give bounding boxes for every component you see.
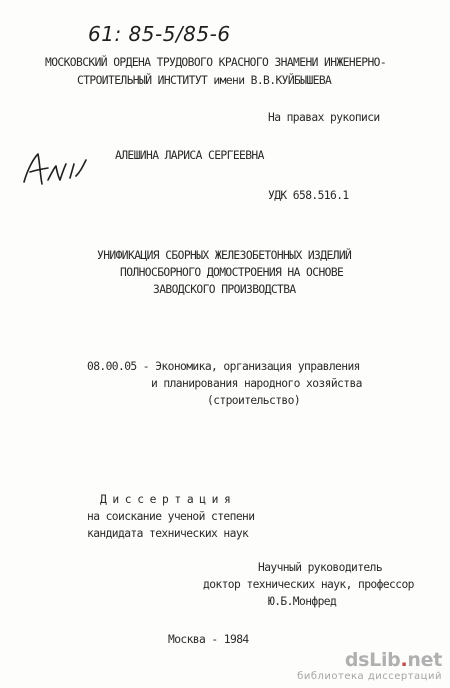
- author-name: АЛЕШИНА ЛАРИСА СЕРГЕЕВНА: [115, 149, 264, 162]
- watermark-logo: dsLib.net: [344, 649, 442, 671]
- supervisor-label: Научный руководитель: [258, 561, 383, 574]
- rights-notice: На правах рукописи: [268, 111, 380, 124]
- supervisor-name: Ю.Б.Монфред: [268, 595, 337, 608]
- specialty-line-1: 08.00.05 - Экономика, организация управления: [87, 360, 360, 373]
- institute-line-2: СТРОИТЕЛЬНЫЙ ИНСТИТУТ имени В.В.КУЙБЫШЕВА: [77, 74, 332, 87]
- signature-mark: [20, 150, 100, 190]
- specialty-line-2: и планирования народного хозяйства: [151, 377, 362, 390]
- city-year: Москва - 1984: [168, 633, 249, 646]
- dissertation-label: Д и с с е р т а ц и я: [100, 493, 231, 506]
- institute-line-1: МОСКОВСКИЙ ОРДЕНА ТРУДОВОГО КРАСНОГО ЗНАМЕНИ ИНЖЕНЕРНО-: [45, 56, 387, 69]
- supervisor-degree: доктор технических наук, профессор: [203, 578, 414, 591]
- title-line-3: ЗАВОДСКОГО ПРОИЗВОДСТВА: [153, 283, 296, 296]
- degree-line-2: на соискание ученой степени: [87, 510, 255, 523]
- specialty-line-3: (строительство): [207, 394, 301, 407]
- library-watermark: [297, 651, 442, 682]
- handwritten-archive-code: 61: 85-5/85-6: [88, 22, 231, 46]
- udk-code: УДК 658.516.1: [268, 189, 349, 202]
- title-line-2: ПОЛНОСБОРНОГО ДОМОСТРОЕНИЯ НА ОСНОВЕ: [120, 266, 344, 279]
- watermark-subtitle: библиотека диссертаций: [297, 671, 442, 682]
- degree-line-3: кандидата технических наук: [87, 527, 249, 540]
- title-line-1: УНИФИКАЦИЯ СБОРНЫХ ЖЕЛЕЗОБЕТОННЫХ ИЗДЕЛИЙ: [97, 249, 352, 262]
